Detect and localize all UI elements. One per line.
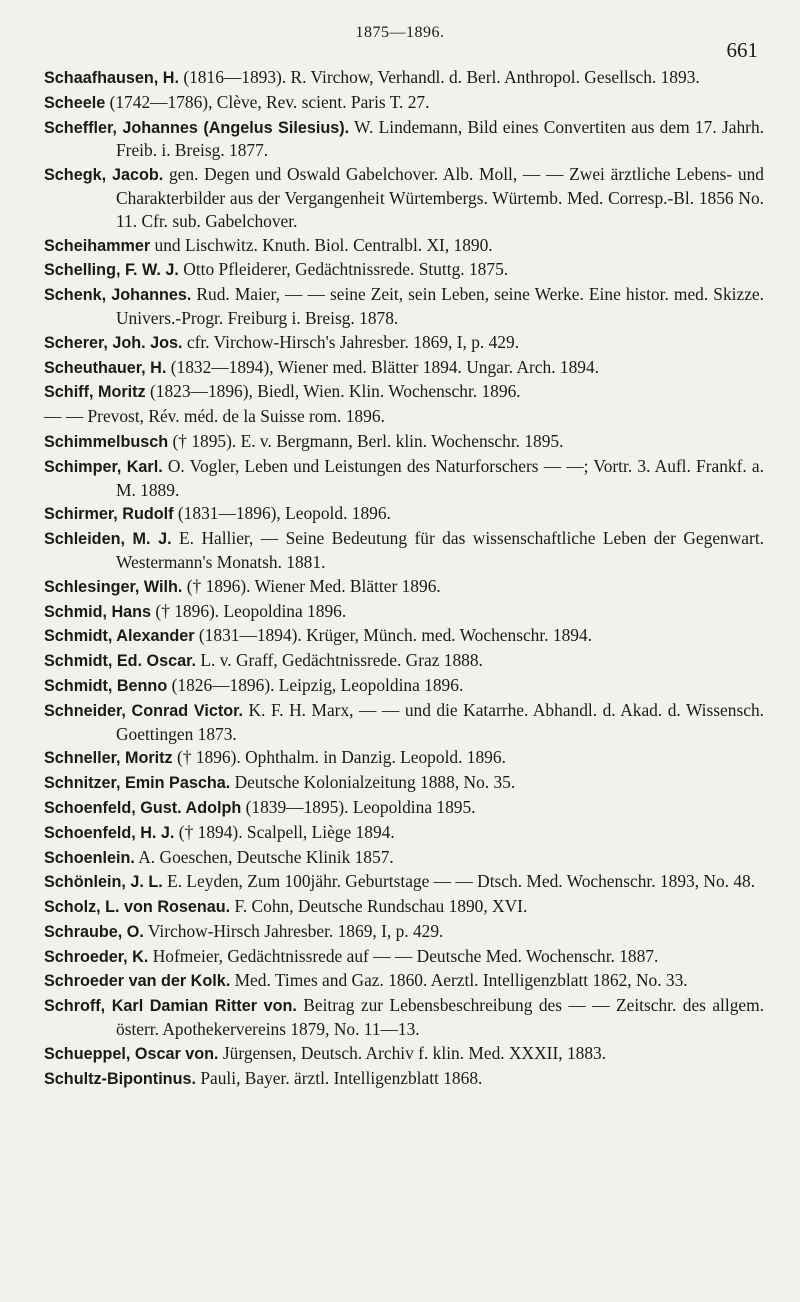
entry-heading: Schirmer, Rudolf (44, 505, 174, 524)
index-entry (44, 527, 764, 574)
entry-heading: Schneller, Moritz (44, 749, 173, 768)
index-entry (44, 994, 764, 1041)
index-entry (44, 502, 764, 526)
entry-heading: Scholz, L. von Rosenau. (44, 898, 231, 917)
index-entry (44, 1042, 764, 1066)
entry-text: († 1895). E. v. Bergmann, Berl. klin. Wochenschr. 1895. (172, 430, 564, 451)
entry-heading: Schleiden, M. J. (44, 530, 172, 549)
entry-text: (1816—1893). R. Virchow, Verhandl. d. Berl. Anthropol. Gesellsch. 1893. (183, 67, 700, 87)
index-entry (44, 771, 764, 795)
entry-heading: Scheele (44, 93, 106, 112)
entry-heading: Schiff, Moritz (44, 383, 146, 402)
entry-text: († 1896). Ophthalm. in Danzig. Leopold. 1896. (177, 747, 506, 768)
index-entry (44, 66, 764, 90)
index-entry (44, 1067, 764, 1091)
index-entry (44, 234, 764, 258)
index-entry (44, 846, 764, 870)
index-entry (44, 624, 764, 648)
entry-heading: Schegk, Jacob. (44, 166, 164, 185)
index-entry (44, 356, 764, 380)
entry-text: — — Prevost, Rév. méd. de la Suisse rom. 1896. (44, 406, 385, 427)
entry-heading: Schmidt, Ed. Oscar. (44, 652, 197, 671)
entry-text: W. Lindemann, Bild eines Convertiten aus dem 17. Jahrh. Freib. i. Breisg. 1877. (116, 116, 764, 161)
index-entry (44, 920, 764, 944)
index-entry (44, 91, 764, 115)
entry-text: L. v. Graff, Gedächtnissrede. Graz 1888. (200, 650, 483, 671)
running-head: 1875—1896. (355, 24, 445, 41)
index-entry (44, 405, 764, 429)
index-entry (44, 455, 764, 502)
entry-heading: Scheihammer (44, 236, 151, 255)
entry-heading: Schoenfeld, H. J. (44, 823, 175, 842)
entry-heading: Schaafhausen, H. (44, 69, 179, 87)
entry-heading: Schneider, Conrad Victor. (44, 701, 244, 720)
index-entries (44, 66, 764, 1091)
entry-text: (1839—1895). Leopoldina 1895. (245, 796, 476, 817)
entry-heading: Scheuthauer, H. (44, 358, 167, 377)
index-entry (44, 969, 764, 993)
entry-text: (1742—1786), Clève, Rev. scient. Paris T. 27. (109, 91, 430, 112)
entry-heading: Schraube, O. (44, 922, 144, 941)
entry-text: († 1896). Wiener Med. Blätter 1896. (186, 575, 441, 596)
index-entry (44, 258, 764, 282)
entry-text: Med. Times and Gaz. 1860. Aerztl. Intelligenzblatt 1862, No. 33. (234, 970, 688, 991)
entry-text: cfr. Virchow-Hirsch's Jahresber. 1869, I, p. 429. (186, 331, 520, 352)
entry-heading: Schnitzer, Emin Pascha. (44, 774, 231, 793)
entry-text: (1823—1896), Biedl, Wien. Klin. Wochenschr. 1896. (149, 381, 521, 402)
entry-heading: Schmidt, Alexander (44, 627, 195, 646)
index-entry (44, 649, 764, 673)
entry-text: gen. Degen und Oswald Gabelchover. Alb. Moll, — — Zwei ärztliche Lebens- und Charakterbilder aus der Vergangenheit Würtembergs. Würtemb. Med. Corresp.-Bl. 1856 No. 11. Cfr. sub. Gabelchover. (116, 164, 764, 231)
index-entry (44, 746, 764, 770)
entry-text: E. Hallier, — Seine Bedeutung für das wissenschaftliche Leben der Gegenwart. Westermann's Monatsh. 1881. (116, 528, 764, 572)
entry-heading: Schimper, Karl. (44, 457, 163, 476)
entry-heading: Schoenfeld, Gust. Adolph (44, 798, 242, 817)
index-entry (44, 821, 764, 845)
entry-text: (1832—1894), Wiener med. Blätter 1894. Ungar. Arch. 1894. (170, 356, 600, 377)
entry-heading: Scherer, Joh. Jos. (44, 333, 183, 352)
index-entry (44, 575, 764, 599)
entry-text: Rud. Maier, — — seine Zeit, sein Leben, seine Werke. Eine histor. med. Skizze. Univers.-Progr. Freiburg i. Breisg. 1878. (116, 284, 764, 328)
entry-text: Virchow-Hirsch Jahresber. 1869, I, p. 429. (147, 920, 444, 941)
entry-heading: Schoenlein. (44, 848, 135, 867)
index-entry (44, 895, 764, 919)
entry-text: (1831—1896), Leopold. 1896. (177, 503, 391, 524)
entry-text: A. Goeschen, Deutsche Klinik 1857. (138, 846, 394, 867)
index-entry (44, 116, 764, 163)
index-entry (44, 380, 764, 404)
entry-text: Jürgensen, Deutsch. Archiv f. klin. Med. XXXII, 1883. (222, 1042, 607, 1063)
index-entry (44, 870, 764, 894)
entry-heading: Schultz-Bipontinus. (44, 1069, 196, 1088)
entry-text: Hofmeier, Gedächtnissrede auf — — Deutsche Med. Wochenschr. 1887. (152, 945, 659, 966)
entry-heading: Schueppel, Oscar von. (44, 1044, 219, 1063)
entry-text: (1826—1896). Leipzig, Leopoldina 1896. (171, 674, 464, 695)
entry-heading: Schroff, Karl Damian Ritter von. (44, 997, 297, 1016)
entry-text: K. F. H. Marx, — — und die Katarrhe. Abhandl. d. Akad. d. Wissensch. Goettingen 1873. (116, 699, 764, 744)
entry-text: O. Vogler, Leben und Leistungen des Naturforschers — —; Vortr. 3. Aufl. Frankf. a. M. 1889. (116, 455, 764, 500)
entry-text: († 1896). Leopoldina 1896. (155, 600, 347, 621)
entry-text: Beitrag zur Lebensbeschreibung des — — Zeitschr. des allgem. österr. Apothekervereins 1879, No. 11—13. (116, 995, 764, 1040)
entry-text: Otto Pfleiderer, Gedächtnissrede. Stuttg. 1875. (183, 259, 509, 280)
entry-heading: Schmidt, Benno (44, 676, 168, 695)
index-entry (44, 283, 764, 330)
entry-text: und Lischwitz. Knuth. Biol. Centralbl. XI, 1890. (154, 234, 493, 255)
entry-heading: Schimmelbusch (44, 432, 169, 451)
entry-heading: Schlesinger, Wilh. (44, 577, 183, 596)
entry-heading: Schmid, Hans (44, 602, 152, 621)
entry-heading: Schroeder van der Kolk. (44, 972, 231, 991)
entry-heading: Schelling, F. W. J. (44, 261, 179, 280)
entry-text: Pauli, Bayer. ärztl. Intelligenzblatt 1868. (200, 1067, 483, 1088)
entry-text: E. Leyden, Zum 100jähr. Geburtstage — — Dtsch. Med. Wochenschr. 1893, No. 48. (167, 871, 756, 892)
index-entry (44, 163, 764, 232)
index-entry (44, 945, 764, 969)
index-entry (44, 331, 764, 355)
entry-text: (1831—1894). Krüger, Münch. med. Wochenschr. 1894. (198, 625, 593, 646)
entry-text: F. Cohn, Deutsche Rundschau 1890, XVI. (234, 896, 528, 917)
index-entry (44, 699, 764, 746)
entry-text: († 1894). Scalpell, Liège 1894. (178, 821, 395, 842)
index-entry (44, 674, 764, 698)
entry-heading: Schroeder, K. (44, 947, 149, 966)
index-entry (44, 430, 764, 454)
entry-heading: Schönlein, J. L. (44, 873, 163, 892)
entry-heading: Schenk, Johannes. (44, 286, 192, 305)
index-entry (44, 600, 764, 624)
index-entry (44, 796, 764, 820)
entry-heading: Scheffler, Johannes (Angelus Silesius). (44, 118, 350, 137)
page-number: 661 (726, 38, 758, 62)
entry-text: Deutsche Kolonialzeitung 1888, No. 35. (234, 772, 516, 793)
